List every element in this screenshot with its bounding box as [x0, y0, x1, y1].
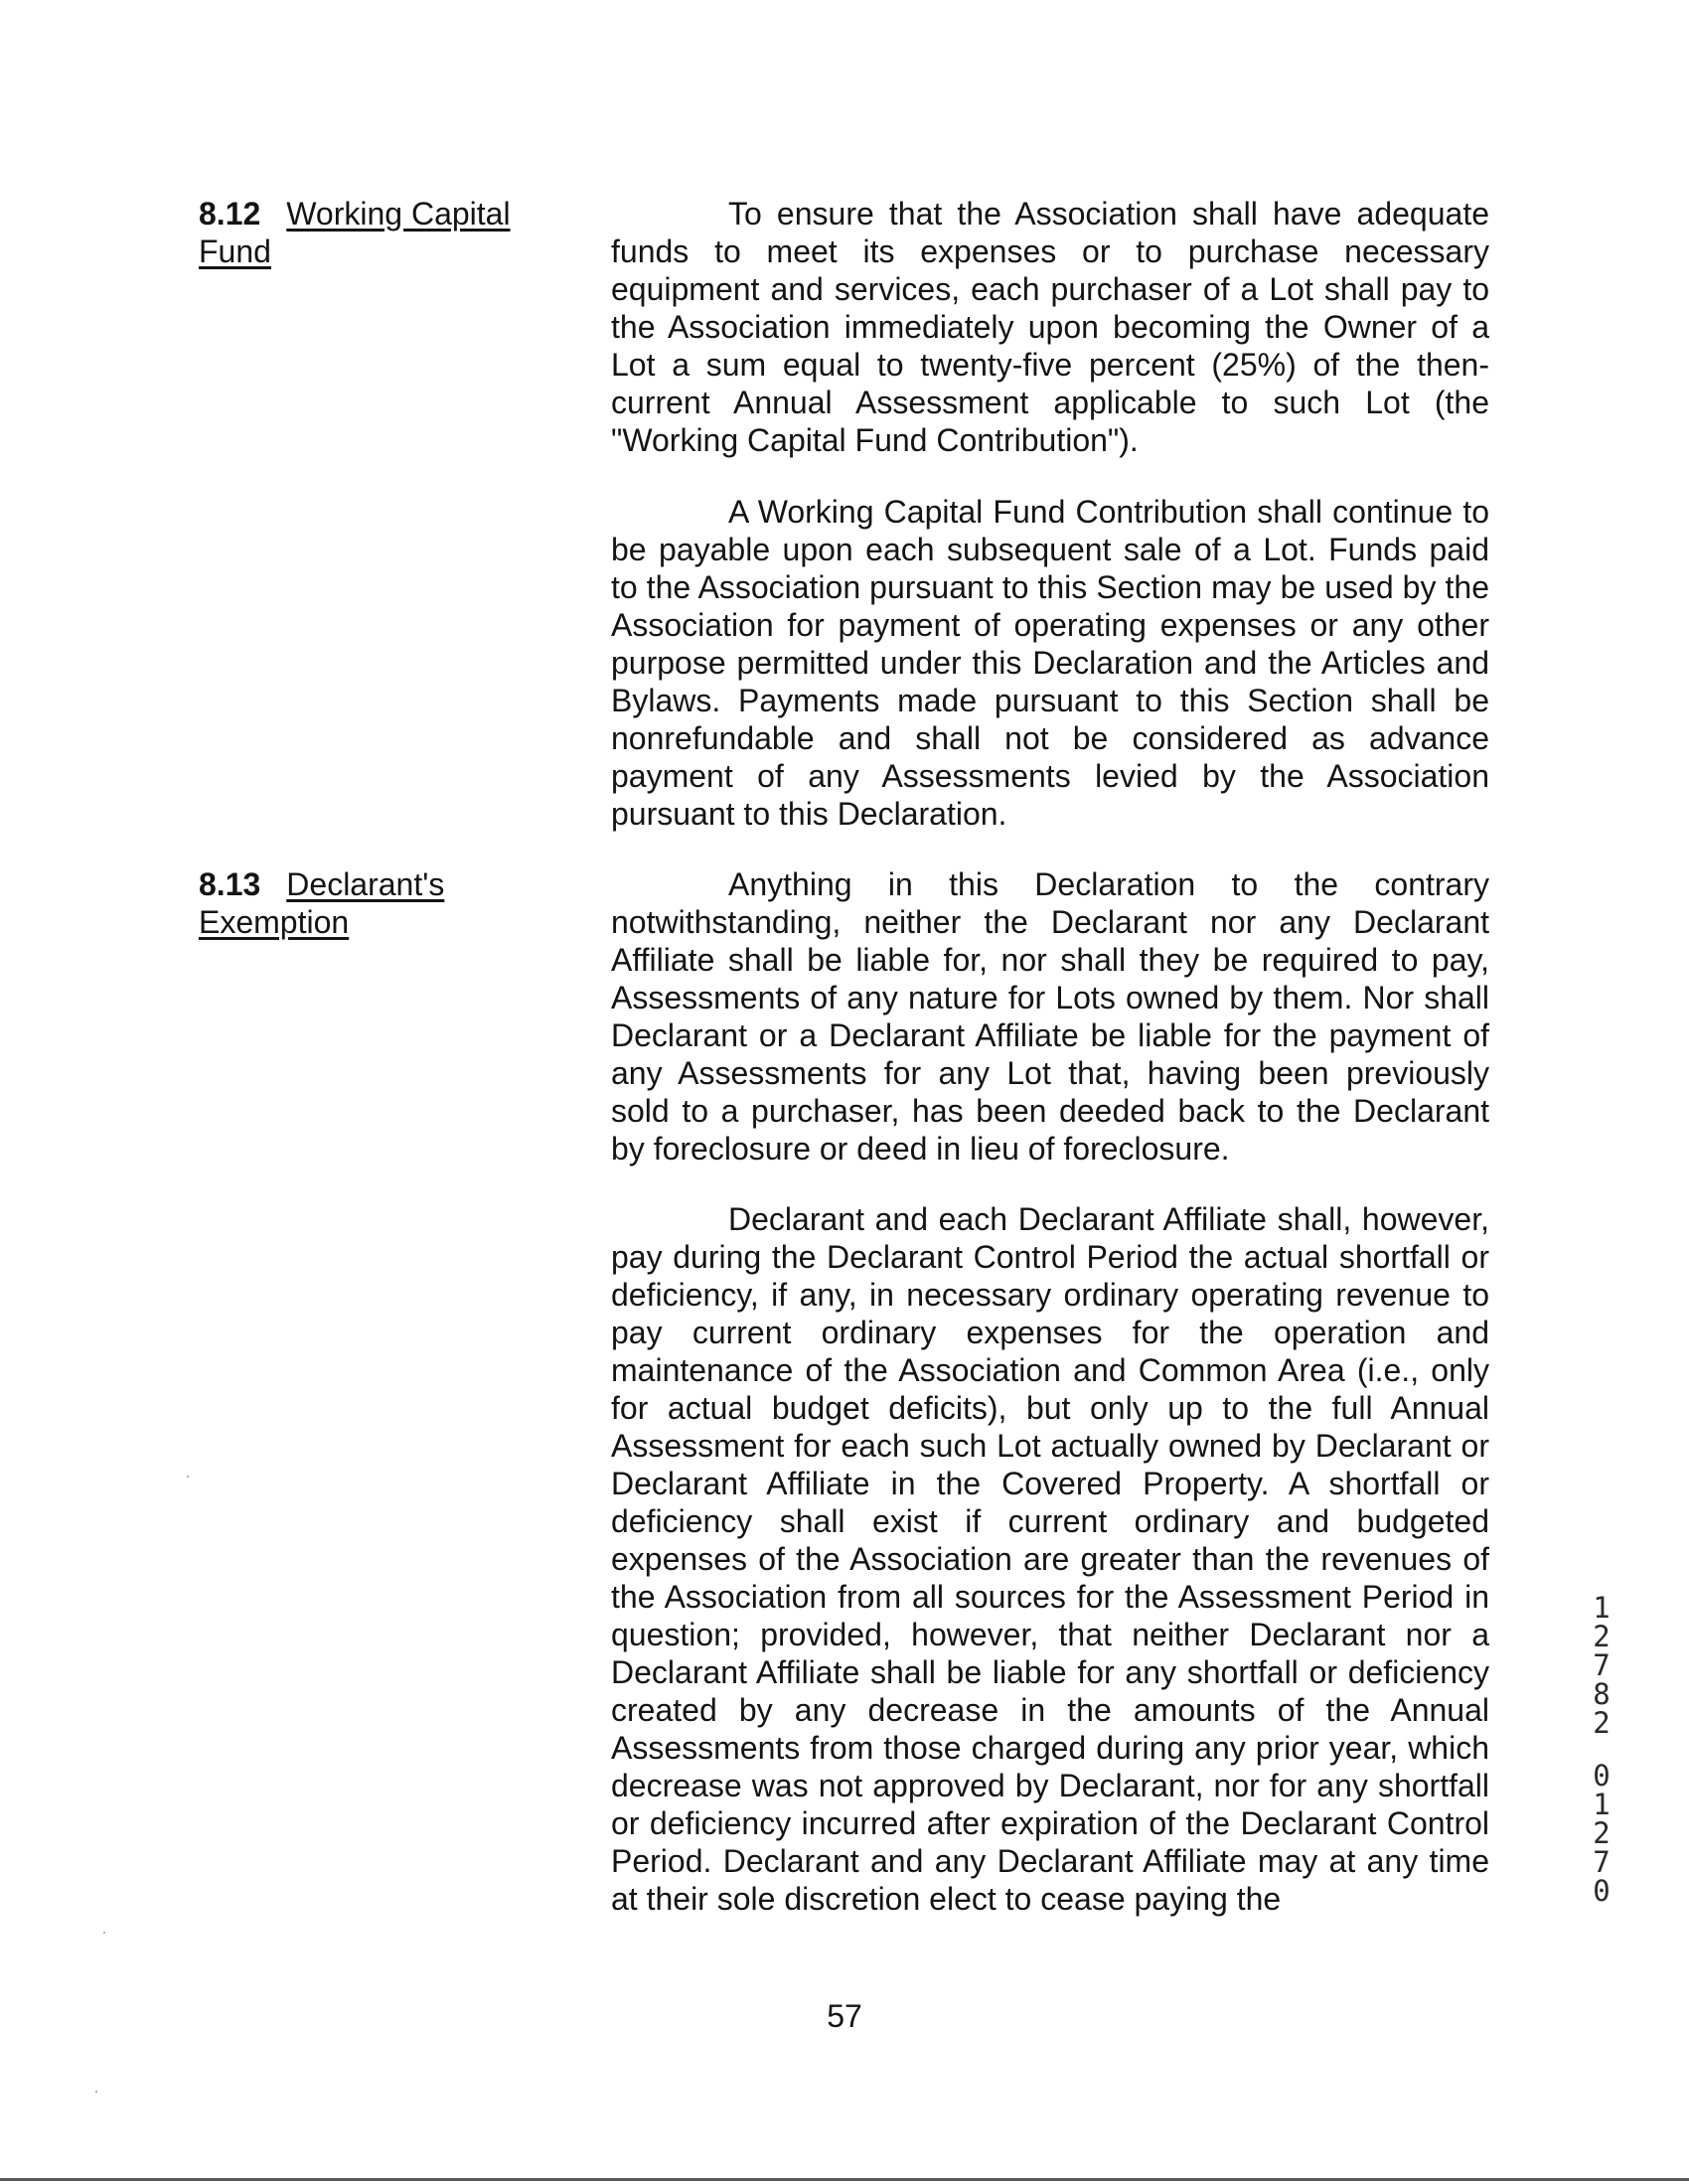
section-8-12-paragraph-2: A Working Capital Fund Contribution shall continue to be payable upon each subsequent sale of a Lot. Funds paid to the Association pursuant to this Section may be used by the Association for payment of operating expenses or any other purpose permitted under this Declaration and the Articles and Bylaws. Payments made pursuant to this Section shall be nonrefundable and shall not be considered as advance payment of any Assessments levied by the Association pursuant to this Declaration.	[611, 494, 1489, 832]
page-number: 57	[827, 1998, 862, 2034]
scan-speck	[187, 1476, 189, 1478]
section-title-line-1: Working Capital	[286, 196, 511, 232]
stamp-digit: 1	[1593, 1591, 1611, 1625]
stamp-digit: 2	[1593, 1816, 1611, 1850]
stamp-digit: 2	[1593, 1620, 1611, 1653]
section-title-line-2: Fund	[199, 234, 271, 269]
stamp-digit: 8	[1593, 1677, 1611, 1711]
scan-speck	[95, 2091, 97, 2093]
scan-bottom-edge	[0, 2178, 1689, 2181]
section-number: 8.12	[199, 196, 261, 232]
stamp-digit: 1	[1593, 1788, 1611, 1821]
section-heading-8-12	[199, 195, 556, 270]
section-title-line-1: Declarant's	[286, 866, 445, 902]
stamp-digit: 0	[1593, 1759, 1611, 1793]
section-title-line-2: Exemption	[199, 904, 350, 940]
section-8-13-paragraph-1: Anything in this Declaration to the contrary notwithstanding, neither the Declarant nor any Declarant Affiliate shall be liable for, nor shall they be required to pay, Assessments of any nature for Lots owned by them. Nor shall Declarant or a Declarant Affiliate be liable for the payment of any Assessments for any Lot that, having been previously sold to a purchaser, has been deeded back to the Declarant by foreclosure or deed in lieu of foreclosure.	[611, 866, 1489, 1167]
scan-speck	[103, 1932, 105, 1934]
section-heading-8-13	[199, 865, 556, 941]
document-stamp	[1587, 1591, 1616, 1908]
stamp-digit: 0	[1593, 1874, 1611, 1908]
stamp-digit: 2	[1593, 1706, 1611, 1740]
section-8-12-paragraph-1: To ensure that the Association shall have adequate funds to meet its expenses or to purchase necessary equipment and services, each purchaser of a Lot shall pay to the Association immediately upon becoming the Owner of a Lot a sum equal to twenty-five percent (25%) of the then-current Annual Assessment applicable to such Lot (the "Working Capital Fund Contribution").	[611, 196, 1489, 458]
section-number: 8.13	[199, 866, 261, 902]
section-8-13-paragraph-2: Declarant and each Declarant Affiliate shall, however, pay during the Declarant Control Period the actual shortfall or deficiency, if any, in necessary ordinary operating revenue to pay current ordinary expenses for the operation and maintenance of the Association and Common Area (i.e., only for actual budget deficits), but only up to the full Annual Assessment for each such Lot actually owned by Declarant or Declarant Affiliate in the Covered Property. A shortfall or deficiency shall exist if current ordinary and budgeted expenses of the Association are greater than the revenues of the Association from all sources for the Assessment Period in question; provided, however, that neither Declarant nor a Declarant Affiliate shall be liable for any shortfall or deficiency created by any decrease in the amounts of the Annual Assessments from those charged during any prior year, which decrease was not approved by Declarant, nor for any shortfall or deficiency incurred after expiration of the Declarant Control Period. Declarant and any Declarant Affiliate may at any time at their sole discretion elect to cease paying the	[611, 1201, 1489, 1917]
stamp-digit: 7	[1593, 1648, 1611, 1682]
stamp-digit: 7	[1593, 1845, 1611, 1879]
